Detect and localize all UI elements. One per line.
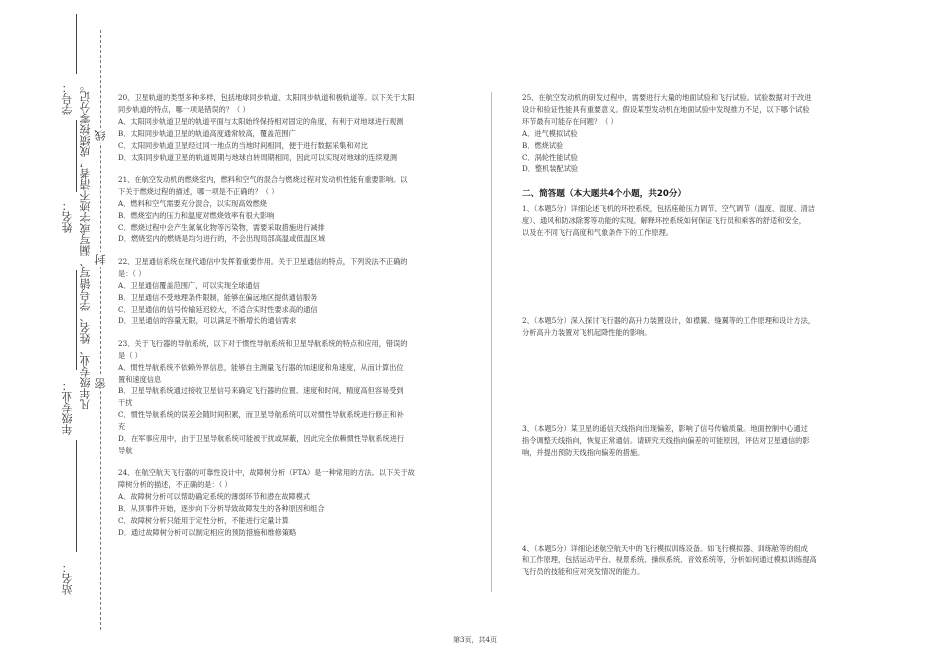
option-d-cont: 导航 <box>118 445 133 455</box>
short-answer-line: 飞行员的技能和应对突发情况的能力。 <box>522 567 645 577</box>
question-stem: 21、在航空发动机的燃烧室内，燃料和空气的混合与燃烧过程对发动机性能有重要影响。以 <box>118 174 408 184</box>
option-c: C．太阳同步轨道卫星经过同一地点的当地时间相同，便于进行数据采集和对比 <box>118 140 368 150</box>
short-answer-line: 1、（本题5分）详细论述飞机的环控系统，包括座舱压力调节、空气调节（温度、湿度、清洁 <box>522 204 816 214</box>
page-footer: 第3页，共4页 <box>453 636 497 644</box>
name-underline <box>76 120 77 192</box>
option-a: A．惯性导航系统不依赖外界信息，能够自主测量飞行器的加速度和角速度，从而计算出位 <box>118 362 404 372</box>
grade-major-label: 年级专业： <box>61 380 74 435</box>
binding-margin <box>0 0 110 672</box>
option-b: B．从顶事件开始，逐步向下分析导致故障发生的各种原因和组合 <box>118 504 325 514</box>
short-answer-line: 2、（本题5分）深入探讨飞行器的高升力装置设计，如襟翼、缝翼等的工作原理和设计方法， <box>522 315 816 325</box>
short-answer-line: 响，并提出预防天线指向偏差的措施。 <box>522 447 645 457</box>
short-answer-line: 3、（本题5分）某卫星的遥信天线指向出现偏差，影响了信号传输质量。地面控制中心通过 <box>522 423 808 433</box>
option-c: C．燃烧过程中会产生氮氧化物等污染物，需要采取措施进行减排 <box>118 222 325 232</box>
student-id-underline <box>76 14 77 74</box>
option-d: D．通过故障树分析可以制定相应的预防措施和维修策略 <box>118 527 297 537</box>
question-21 <box>118 174 463 245</box>
short-answer-3 <box>522 423 862 459</box>
short-answer-line: 和工作原理，包括运动平台、视景系统、操纵系统、音效系统等，分析如何通过模拟训练提高 <box>522 555 817 565</box>
option-d: D．整机装配试验 <box>522 164 579 174</box>
question-stem: 22、卫星通信系统在现代通信中发挥着重要作用。关于卫星通信的特点，下列说法不正确的 <box>118 256 408 266</box>
question-stem: 24、在航空航天飞行器的可靠性设计中，故障树分析（FTA）是一种常用的方法。以下关于故 <box>118 468 415 478</box>
option-d: D．太阳同步轨道卫星的轨道周期与地球自转周期相同，因此可以实现对地球的连续观测 <box>118 152 397 162</box>
short-answer-2 <box>522 315 862 339</box>
option-d: D．燃烧室内的燃烧是均匀进行的，不会出现局部高温或低温区域 <box>118 234 326 244</box>
question-23 <box>118 338 463 457</box>
option-c: C．卫星通信的信号传输延迟较大，不适合实时性要求高的通信 <box>118 304 318 314</box>
option-b-cont: 干扰 <box>118 398 133 408</box>
option-d: D．在军事应用中，由于卫星导航系统可能被干扰或屏蔽，因此完全依赖惯性导航系统进行 <box>118 434 405 444</box>
short-answer-line: 4、（本题5分）详细论述航空航天中的飞行模拟训练设备。如飞行模拟器、训练舱等的组成 <box>522 543 808 553</box>
question-stem: 是（ ） <box>118 350 142 360</box>
option-c: C．故障树分析只能用于定性分析，不能进行定量计算 <box>118 516 289 525</box>
question-stem: 环节最有可能存在问题？（ ） <box>522 116 618 126</box>
binding-notice: 凡年级专业、姓名、学号错写、漏写或字迹不清者，成绩按零分记。 <box>79 80 92 410</box>
section-title: 二、简答题（本大题共4个小题，共20分） <box>522 189 687 200</box>
option-b: B．太阳同步轨道卫星的轨道高度通常较高，覆盖范围广 <box>118 128 296 138</box>
question-stem: 20、卫星轨道的类型多种多样，包括地球同步轨道、太阳同步轨道和极轨道等。以下关于太阳 <box>118 93 415 102</box>
option-c-cont: 充 <box>118 422 126 432</box>
column-divider <box>491 92 492 592</box>
question-22 <box>118 256 463 327</box>
name-label: 姓名： <box>61 200 74 233</box>
question-stem: 下关于燃烧过程的描述，哪一项是不正确的？（ ） <box>118 186 279 196</box>
option-a-cont: 置和速度信息 <box>118 374 162 384</box>
question-24 <box>118 467 463 538</box>
question-20 <box>118 92 463 163</box>
option-a: A．卫星通信覆盖范围广，可以实现全球通信 <box>118 280 260 290</box>
question-stem: 是：（ ） <box>118 268 146 278</box>
option-c: C．惯性导航系统的误差会随时间积累，而卫星导航系统可以对惯性导航系统进行修正和补 <box>118 410 404 420</box>
option-d: D．卫星通信的容量无限，可以满足不断增长的通信需求 <box>118 316 297 326</box>
short-answer-4 <box>522 543 862 579</box>
right-column <box>522 92 862 578</box>
option-b: B．卫星导航系统通过接收卫星信号来确定飞行器的位置、速度和时间，精度高但容易受到 <box>118 386 404 396</box>
option-b: B．卫星通信不受地理条件限制，能够在偏远地区提供通信服务 <box>118 292 318 302</box>
option-b: B．燃烧室内的压力和温度对燃烧效率有很大影响 <box>118 210 275 220</box>
short-answer-line: 指令调整天线指向，恢复正常通信。请研究天线指向偏差的可能原因，评估对卫星通信的影 <box>522 435 810 445</box>
question-stem: 同步轨道的特点，哪一项是错误的？（ ） <box>118 104 250 114</box>
short-answer-line: 以及在不同飞行高度和气象条件下的工作原理。 <box>522 228 673 238</box>
option-a: A．太阳同步轨道卫星的轨道平面与太阳始终保持相对固定的角度，有利于对地球进行观测 <box>118 116 404 126</box>
seal-feng-label: 封 <box>94 254 107 265</box>
student-id-label: 学号： <box>61 82 74 115</box>
exam-site-underline <box>76 440 77 552</box>
option-b: B．燃烧试验 <box>522 140 564 150</box>
question-stem: 25、在航空发动机的研发过程中，需要进行大量的地面试验和飞行试验。试验数据对于改进 <box>522 93 812 102</box>
seal-xian-label: 线 <box>94 130 107 141</box>
short-answer-line: 分析高升力装置对飞机起降性能的影响。 <box>522 327 652 337</box>
question-stem: 障树分析的描述，不正确的是：（ ） <box>118 480 232 490</box>
short-answer-line: 度）、通风和防冰除雾等功能的实现。解释环控系统如何保证飞行员和乘客的舒适和安全， <box>522 216 806 226</box>
question-stem: 设计和验证性能具有重要意义。假设某型发动机在地面试验中发现推力不足，以下哪个试验 <box>522 104 810 114</box>
left-column <box>118 92 463 549</box>
grade-major-underline <box>76 270 77 370</box>
option-c: C．涡轮性能试验 <box>522 152 578 162</box>
short-answer-1 <box>522 203 862 239</box>
option-a: A．燃料和空气需要充分混合，以实现高效燃烧 <box>118 198 267 208</box>
seal-dashed-line <box>100 30 101 630</box>
question-25 <box>522 92 862 175</box>
exam-site-label: 站名： <box>61 562 74 595</box>
option-a: A．故障树分析可以帮助确定系统的薄弱环节和潜在故障模式 <box>118 492 311 502</box>
option-a: A．进气模拟试验 <box>522 128 578 138</box>
question-stem: 23、关于飞行器的导航系统，以下对于惯性导航系统和卫星导航系统的特点和应用，错误的 <box>118 338 408 348</box>
seal-mi-label: 密 <box>94 378 107 389</box>
